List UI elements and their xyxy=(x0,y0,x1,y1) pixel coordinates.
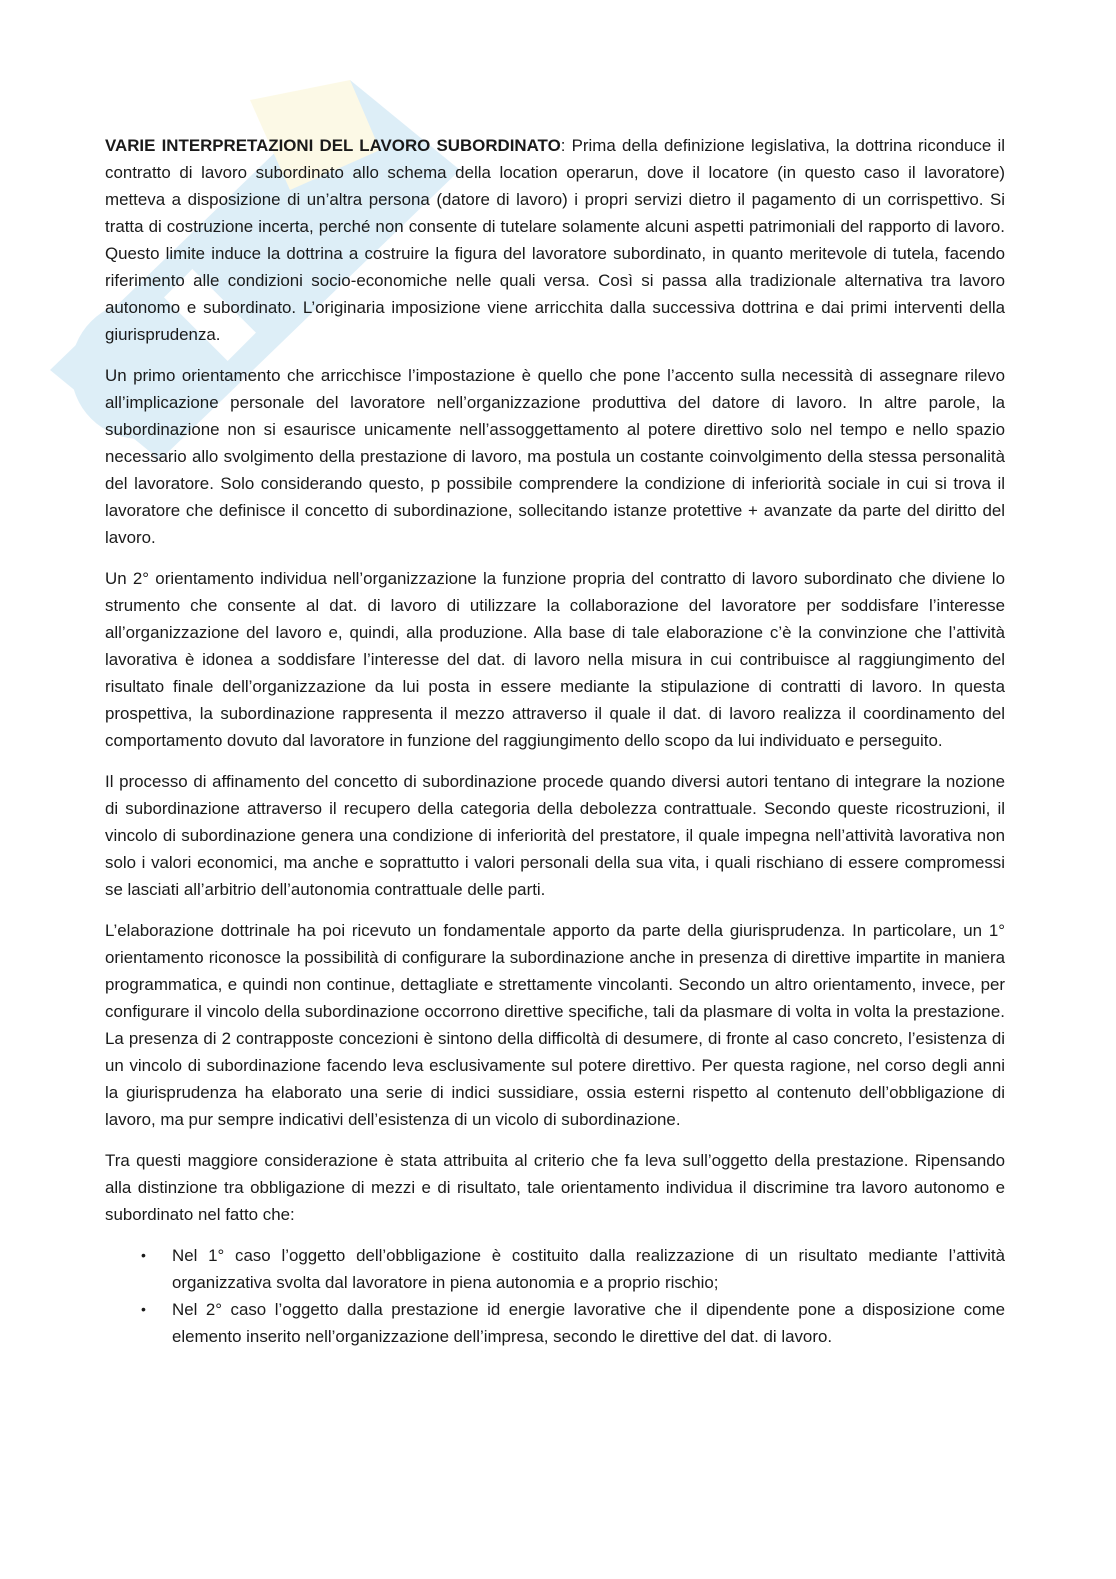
paragraph: Tra questi maggiore considerazione è stata attribuita al criterio che fa leva sull’oggetto della prestazione. Ripensando alla distinzione tra obbligazione di mezzi e di risultato, tale orientamento individua il discrimine tra lavoro autonomo e subordinato nel fatto che: xyxy=(105,1151,1005,1224)
list-item xyxy=(105,1242,1005,1296)
section-heading: VARIE INTERPRETAZIONI DEL LAVORO SUBORDINATO xyxy=(105,136,561,155)
bullet-list xyxy=(105,1242,1005,1350)
list-item-text: Nel 1° caso l’oggetto dell’obbligazione è costituito dalla realizzazione di un risultato mediante l’attività organizzativa svolta dal lavoratore in piena autonomia e a proprio rischio; xyxy=(172,1246,1005,1292)
list-item xyxy=(105,1296,1005,1350)
paragraph: Un primo orientamento che arricchisce l’impostazione è quello che pone l’accento sulla necessità di assegnare rilevo all’implicazione personale del lavoratore nell’organizzazione produttiva del datore di lavoro. In altre parole, la subordinazione non si esaurisce unicamente nell’assoggettamento al potere direttivo solo nel tempo e nello spazio necessario allo svolgimento della prestazione di lavoro, ma postula un costante coinvolgimento della stessa personalità del lavoratore. Solo considerando questo, p possibile comprendere la condizione di inferiorità sociale in cui si trova il lavoratore che definisce il concetto di subordinazione, sollecitando istanze protettive + avanzate da parte del diritto del lavoro. xyxy=(105,366,1005,547)
paragraph-text: : Prima della definizione legislativa, la dottrina riconduce il contratto di lavoro subordinato allo schema della location operarun, dove il locatore (in questo caso il lavoratore) metteva a disposizione di un’altra persona (datore di lavoro) i propri servizi dietro il pagamento di un corrispettivo. Si tratta di costruzione incerta, perché non consente di tutelare solamente alcuni aspetti patrimoniali del rapporto di lavoro. Questo limite induce la dottrina a costruire la figura del lavoratore subordinato, in quanto meritevole di tutela, facendo riferimento alle condizioni socio-economiche nelle quali versa. Così si passa alla tradizionale alternativa tra lavoro autonomo e subordinato. L’originaria imposizione viene arricchita dalla successiva dottrina e dai primi interventi della giurisprudenza. xyxy=(105,136,1006,344)
document-body xyxy=(105,132,1005,1350)
bullet-icon: • xyxy=(141,1301,146,1317)
paragraph: Un 2° orientamento individua nell’organizzazione la funzione propria del contratto di lavoro subordinato che diviene lo strumento che consente al dat. di lavoro di utilizzare la collaborazione del lavoratore per soddisfare l’interesse all’organizzazione del lavoro e, quindi, alla produzione. Alla base di tale elaborazione c’è la convinzione che l’attività lavorativa è idonea a soddisfare l’interesse del dat. di lavoro nella misura in cui contribuisce al raggiungimento del risultato finale dell’organizzazione da lui posta in essere mediante la stipulazione di contratti di lavoro. In questa prospettiva, la subordinazione rappresenta il mezzo attraverso il quale il dat. di lavoro realizza il coordinamento del comportamento dovuto dal lavoratore in funzione del raggiungimento dello scopo da lui individuato e perseguito. xyxy=(105,569,1005,750)
paragraph-intro xyxy=(105,132,1005,348)
paragraph: Il processo di affinamento del concetto di subordinazione procede quando diversi autori tentano di integrare la nozione di subordinazione attraverso il recupero della categoria della debolezza contrattuale. Secondo queste ricostruzioni, il vincolo di subordinazione genera una condizione di inferiorità del prestatore, il quale impegna nell’attività lavorativa non solo i valori economici, ma anche e soprattutto i valori personali della sua vita, i quali rischiano di essere compromessi se lasciati all’arbitrio dell’autonomia contrattuale delle parti. xyxy=(105,772,1005,899)
bullet-icon: • xyxy=(141,1247,146,1263)
paragraph: L’elaborazione dottrinale ha poi ricevuto un fondamentale apporto da parte della giurisprudenza. In particolare, un 1° orientamento riconosce la possibilità di configurare la subordinazione anche in presenza di direttive impartite in maniera programmatica, e quindi non continue, dettagliate e strettamente vincolanti. Secondo un altro orientamento, invece, per configurare il vincolo della subordinazione occorrono direttive specifiche, tali da plasmare di volta in volta la prestazione. La presenza di 2 contrapposte concezioni è sintono della difficoltà di desumere, di fronte al caso concreto, l’esistenza di un vincolo di subordinazione facendo leva esclusivamente sul potere direttivo. Per questa ragione, nel corso degli anni la giurisprudenza ha elaborato una serie di indici sussidiare, ossia esterni rispetto al contenuto dell’obbligazione di lavoro, ma pur sempre indicativi dell’esistenza di un vicolo di subordinazione. xyxy=(105,921,1005,1129)
list-item-text: Nel 2° caso l’oggetto dalla prestazione id energie lavorative che il dipendente pone a disposizione come elemento inserito nell’organizzazione dell’impresa, secondo le direttive del dat. di lavoro. xyxy=(172,1300,1005,1346)
